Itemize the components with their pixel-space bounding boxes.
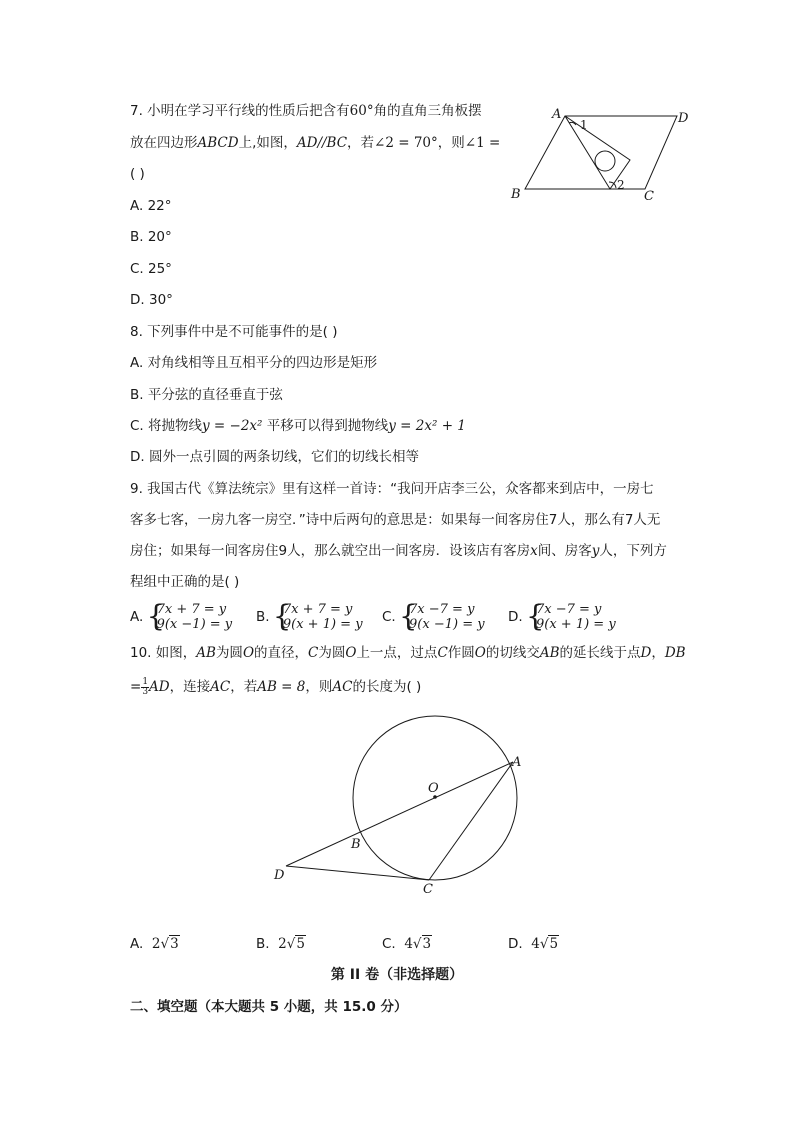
q7-text: 放在四边形	[130, 135, 198, 151]
q7-angle1-label: 1	[580, 118, 588, 132]
q8-option-c-text: C. 将抛物线	[130, 418, 203, 434]
q8-option-c-eq2: y = 2x² + 1	[388, 418, 466, 434]
frac-den: 3	[142, 686, 149, 697]
q10-text: 的延长线于点	[559, 645, 641, 661]
q10-text: 的直径，	[254, 645, 309, 661]
eq-row: { 7x + 7 = y	[156, 602, 227, 617]
q7-option-c[interactable]: C. 25°	[130, 261, 172, 277]
radicand: 3	[422, 936, 432, 952]
q9-line3	[130, 541, 667, 561]
option-letter: B.	[256, 609, 270, 625]
q10-figure	[265, 710, 535, 900]
eq-row: 9(x + 1) = y	[535, 617, 616, 632]
q10-math: AD	[149, 679, 170, 695]
q10-math: AB = 8	[257, 679, 306, 695]
option-letter: D.	[508, 936, 523, 952]
q9-option-b[interactable]	[256, 601, 363, 633]
q10-text: 的长度为( )	[352, 679, 422, 695]
q10-math: AB	[539, 645, 560, 661]
radical-expression: 2√3	[151, 936, 179, 952]
q7-figure	[505, 100, 695, 205]
radicand: 5	[549, 936, 559, 952]
q7-label-d: D	[678, 111, 689, 126]
eq-row: 9(x −1) = y	[156, 617, 233, 632]
q10-math: D	[640, 645, 652, 661]
option-letter: D.	[508, 609, 523, 625]
q10-math: O	[474, 645, 486, 661]
q7-answer-paren: ( )	[130, 166, 145, 182]
q9-var-y: y	[591, 543, 600, 559]
q7-line1	[130, 101, 482, 121]
option-letter: C.	[382, 936, 396, 952]
eq-row: 9(x + 1) = y	[282, 617, 363, 632]
q9-text: 间、房客	[537, 543, 592, 559]
set-square-hole	[595, 151, 615, 171]
q10-option-a[interactable]	[130, 934, 180, 954]
q9-text: 人，下列方	[599, 543, 667, 559]
q10-math: AC	[210, 679, 231, 695]
radicand: 3	[170, 936, 179, 952]
q7-line2	[130, 133, 500, 153]
q10-text: 的切线交	[485, 645, 540, 661]
q9-option-c[interactable]	[382, 601, 485, 633]
q10-label-b: B	[351, 837, 361, 852]
chord-ac	[429, 762, 513, 880]
q10-label-o: O	[428, 781, 439, 796]
q7-option-d[interactable]: D. 30°	[130, 292, 173, 308]
q10-text: 为圆	[318, 645, 346, 661]
parallelogram-abcd	[525, 116, 677, 189]
coef: 4	[404, 936, 413, 952]
equation-system	[527, 602, 616, 632]
q7-label-b: B	[511, 187, 521, 202]
q7-text-tail: 角的直角三角板摆	[373, 103, 482, 119]
option-letter: A.	[130, 609, 144, 625]
q8-option-c[interactable]	[130, 416, 466, 436]
q10-math: DB	[664, 645, 686, 661]
q9-option-d[interactable]	[508, 601, 616, 633]
coef: 2	[278, 936, 287, 952]
q9-line1: 9. 我国古代《算法统宗》里有这样一首诗：“我问开店李三公，众客都来到店中，一房七	[130, 481, 654, 497]
eq-row: { 7x + 7 = y	[282, 602, 353, 617]
q7-math: AD//BC	[296, 135, 348, 151]
q9-line2: 客多七客，一房九客一房空．”诗中后两句的意思是：如果每一间客房住7人，那么有7人无	[130, 512, 661, 528]
eq-row: { 7x −7 = y	[409, 602, 475, 617]
q7-text: 7. 小明在学习平行线的性质后把含有	[130, 103, 350, 119]
q8-option-c-text2: 平移可以得到抛物线	[266, 418, 389, 434]
option-letter: A.	[130, 936, 144, 952]
coef: 2	[151, 936, 161, 952]
q8-option-d[interactable]: D. 圆外一点引圆的两条切线，它们的切线长相等	[130, 449, 419, 465]
q10-text: ，	[651, 645, 665, 661]
q9-option-a[interactable]	[130, 601, 232, 633]
q10-math: AC	[332, 679, 353, 695]
equation-system	[400, 602, 485, 632]
line-da	[286, 762, 513, 866]
q9-var-x: x	[530, 543, 538, 559]
q8-option-b[interactable]: B. 平分弦的直径垂直于弦	[130, 387, 283, 403]
option-letter: B.	[256, 936, 270, 952]
radicand: 5	[296, 936, 305, 952]
q8-option-c-eq1: y = −2x²	[202, 418, 267, 434]
q10-line2	[130, 677, 421, 697]
frac-num: 1	[142, 676, 149, 687]
q10-math: C	[308, 645, 319, 661]
q7-angle2-label: 2	[617, 178, 625, 192]
q10-equals: =	[130, 679, 142, 695]
q10-label-a: A	[512, 755, 522, 770]
q7-label-a: A	[552, 107, 562, 122]
radical-expression: 4√3	[404, 936, 432, 952]
q10-text: ，若	[230, 679, 258, 695]
q10-option-d[interactable]	[508, 934, 559, 954]
q10-label-d: D	[274, 868, 285, 883]
q7-option-b[interactable]: B. 20°	[130, 229, 172, 245]
section-subtitle: 二、填空题（本大题共 5 小题，共 15.0 分）	[130, 999, 408, 1015]
q10-option-c[interactable]	[382, 934, 432, 954]
tangent-dc	[286, 866, 429, 880]
q9-line4: 程组中正确的是( )	[130, 574, 240, 590]
q7-condition: ，若∠2 = 70°，则∠1 =	[347, 135, 501, 151]
radical-expression: 4√5	[531, 936, 559, 952]
q10-math: AB	[196, 645, 216, 661]
eq-row: 9(x −1) = y	[409, 617, 485, 632]
coef: 4	[531, 936, 540, 952]
section-title: 第 II 卷（非选择题）	[330, 967, 464, 983]
option-letter: C.	[382, 609, 396, 625]
q10-label-c: C	[423, 882, 433, 897]
q10-line1	[130, 643, 686, 663]
q10-text: 作圆	[447, 645, 475, 661]
q10-text: 上一点，过点	[356, 645, 438, 661]
q10-math: O	[345, 645, 357, 661]
equation-system	[148, 602, 233, 632]
equation-system	[274, 602, 363, 632]
q10-text: 10. 如图，	[130, 645, 197, 661]
q10-math: C	[437, 645, 448, 661]
fraction-one-third	[141, 678, 149, 697]
q10-math: O	[242, 645, 255, 661]
q8-option-a[interactable]: A. 对角线相等且互相平分的四边形是矩形	[130, 355, 378, 371]
q7-label-c: C	[644, 189, 654, 204]
radical-expression: 2√5	[278, 936, 305, 952]
q7-option-a[interactable]: A. 22°	[130, 198, 172, 214]
q7-degree: 60°	[349, 103, 374, 119]
q7-text: 上,如图，	[238, 135, 297, 151]
q8-stem: 8. 下列事件中是不可能事件的是( )	[130, 324, 338, 340]
q10-text: ，则	[305, 679, 333, 695]
q10-text: ，连接	[169, 679, 211, 695]
q10-text: 为圆	[215, 645, 243, 661]
eq-row: { 7x −7 = y	[535, 602, 602, 617]
q7-math: ABCD	[197, 135, 239, 151]
q10-option-b[interactable]	[256, 934, 306, 954]
q9-text: 房住；如果每一间客房住9人，那么就空出一间客房．设该店有客房	[130, 543, 531, 559]
